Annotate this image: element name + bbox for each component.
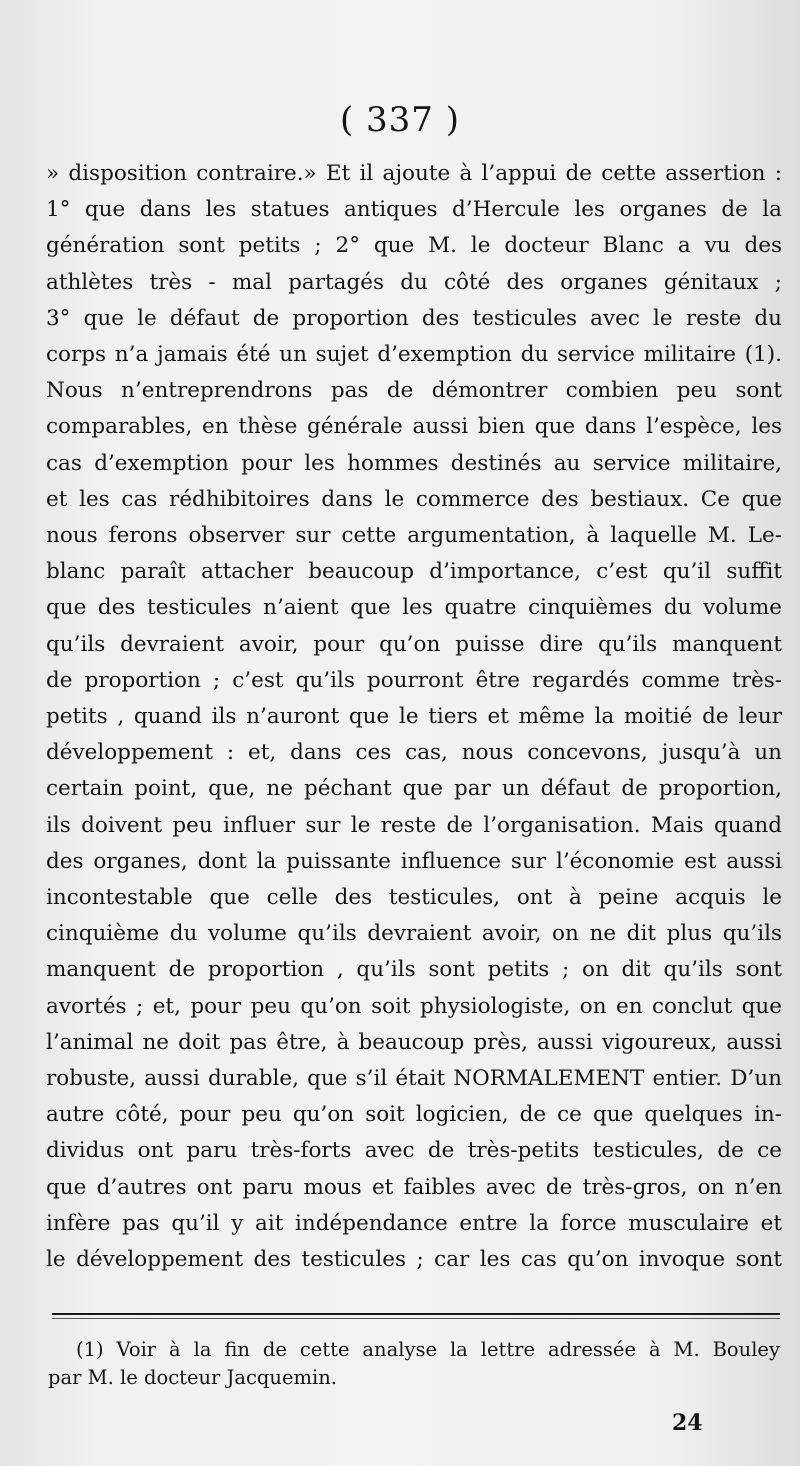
- text-line: le développement des testicules ; car les cas qu’on invoque sont: [46, 1247, 782, 1273]
- footnote: [48, 1336, 780, 1392]
- text-line: que d’autres ont paru mous et faibles avec de très-gros, on n’en: [46, 1174, 782, 1200]
- body-text: [46, 156, 782, 1278]
- text-line: athlètes très - mal partagés du côté des organes génitaux ;: [46, 269, 782, 295]
- text-line: développement : et, dans ces cas, nous concevons, jusqu’à un: [46, 740, 782, 766]
- text-line: robuste, aussi durable, que s’il était NORMALEMENT entier. D’un: [46, 1066, 782, 1092]
- text-line: 3° que le défaut de proportion des testicules avec le reste du: [46, 305, 782, 331]
- text-line: comparables, en thèse générale aussi bien que dans l’espèce, les: [46, 414, 782, 440]
- text-line: 1° que dans les statues antiques d’Hercule les organes de la: [46, 197, 782, 223]
- footnote-line: par M. le docteur Jacquemin.: [48, 1366, 337, 1389]
- text-line: de proportion ; c’est qu’ils pourront être regardés comme très-: [46, 667, 782, 693]
- text-line: nous ferons observer sur cette argumentation, à laquelle M. Le-: [46, 523, 782, 549]
- text-line: certain point, que, ne péchant que par un défaut de proportion,: [46, 776, 782, 802]
- text-line: ils doivent peu influer sur le reste de l’organisation. Mais quand: [46, 812, 782, 838]
- text-line: » disposition contraire.» Et il ajoute à l’appui de cette assertion :: [46, 161, 782, 186]
- footnote-divider-thin: [52, 1318, 780, 1319]
- text-line: qu’ils devraient avoir, pour qu’on puisse dire qu’ils manquent: [46, 631, 782, 657]
- text-line: infère pas qu’il y ait indépendance entre la force musculaire et: [46, 1210, 782, 1236]
- text-line: corps n’a jamais été un sujet d’exemption du service militaire (1).: [46, 342, 782, 368]
- text-line: Nous n’entreprendrons pas de démontrer combien peu sont: [46, 378, 782, 404]
- text-line: cinquième du volume qu’ils devraient avoir, on ne dit plus qu’ils: [46, 921, 782, 947]
- text-line: avortés ; et, pour peu qu’on soit physiologiste, on en conclut que: [46, 993, 782, 1019]
- text-line: manquent de proportion , qu’ils sont petits ; on dit qu’ils sont: [46, 957, 782, 983]
- signature-mark: 24: [672, 1410, 703, 1436]
- text-line: cas d’exemption pour les hommes destinés au service militaire,: [46, 450, 782, 476]
- text-line: autre côté, pour peu qu’on soit logicien, de ce que quelques in-: [46, 1102, 782, 1128]
- footnote-line: (1) Voir à la fin de cette analyse la lettre adressée à M. Bouley: [76, 1338, 780, 1361]
- text-line: incontestable que celle des testicules, ont à peine acquis le: [46, 885, 782, 911]
- text-line: des organes, dont la puissante influence sur l’économie est aussi: [46, 848, 782, 874]
- page-number: ( 337 ): [339, 100, 461, 140]
- footnote-divider: [52, 1313, 780, 1315]
- text-line: l’animal ne doit pas être, à beaucoup près, aussi vigoureux, aussi: [46, 1029, 782, 1055]
- text-line: que des testicules n’aient que les quatre cinquièmes du volume: [46, 595, 782, 621]
- text-line: génération sont petits ; 2° que M. le docteur Blanc a vu des: [46, 233, 782, 259]
- text-line: blanc paraît attacher beaucoup d’importance, c’est qu’il suffit: [46, 559, 782, 585]
- text-line: et les cas rédhibitoires dans le commerce des bestiaux. Ce que: [46, 486, 782, 512]
- text-line: petits , quand ils n’auront que le tiers et même la moitié de leur: [46, 704, 782, 730]
- text-line: dividus ont paru très-forts avec de très-petits testicules, de ce: [46, 1138, 782, 1164]
